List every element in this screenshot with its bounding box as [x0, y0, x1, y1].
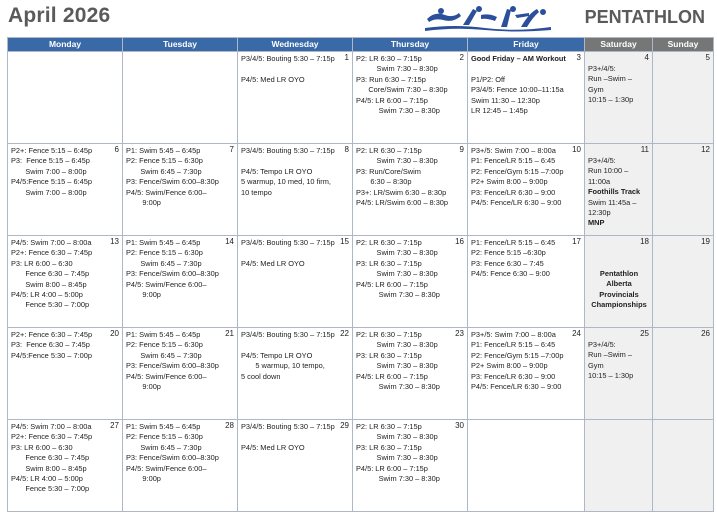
event-line: Foothills Track: [588, 187, 641, 197]
event-line: P1: Swim 5:45 – 6:45p: [126, 422, 201, 431]
event-line: Run –Swim –: [588, 350, 632, 360]
event-line: P3: Run/Core/Swim: [356, 166, 421, 176]
day-cell[interactable]: [468, 236, 585, 328]
day-number: 8: [344, 145, 349, 154]
event-line: P1: Swim 5:45 – 6:45p: [126, 330, 201, 339]
day-number: 29: [340, 421, 349, 430]
day-number: 18: [640, 237, 649, 246]
event-line: MNP: [588, 218, 605, 228]
event-line: [471, 64, 582, 74]
event-line: P4/5: Fence 6:30 – 9:00: [471, 269, 550, 279]
event-line: P3/4/5: Bouting 5:30 – 7:15p: [241, 330, 335, 339]
event-line: P3/4/5: Bouting 5:30 – 7:15p: [241, 238, 335, 247]
event-line: [241, 248, 350, 258]
event-line: Swim 7:30 – 8:30p: [356, 289, 440, 299]
event-line: Swim 7:30 – 8:30p: [356, 381, 440, 391]
event-line: Swim 7:30 – 8:30p: [356, 361, 438, 371]
event-line: Run –Swim –: [588, 74, 632, 84]
day-number: 20: [110, 329, 119, 338]
event-line: P3: Fence/Swim 6:00–8:30p: [126, 453, 219, 463]
event-line: P3: Run 6:30 – 7:15p: [356, 74, 426, 84]
event-line: P3/4/5: Fence 10:00–11:15a: [471, 85, 564, 95]
event-line: Gym: [588, 84, 604, 94]
day-cell[interactable]: [585, 52, 653, 144]
day-cell[interactable]: [238, 420, 353, 512]
day-cell[interactable]: [8, 236, 123, 328]
day-cell[interactable]: [353, 420, 468, 512]
day-number: 15: [340, 237, 349, 246]
event-line: P2: Fence/Gym 5:15 –7:00p: [471, 166, 564, 176]
event-line: P2: Fence 5:15 – 6:30p: [126, 248, 203, 258]
day-number: 19: [701, 237, 710, 246]
event-line: P4/5: LR/Swim 6:00 – 8:30p: [356, 197, 449, 207]
event-line: Good Friday – AM Workout: [471, 54, 566, 63]
event-line: [241, 340, 350, 350]
event-list: [585, 144, 652, 229]
event-line: Swim 6:45 – 7:30p: [126, 442, 202, 452]
event-line: [241, 156, 350, 166]
event-list: [123, 328, 237, 392]
event-line: P3+/5: Swim 7:00 – 8:00a: [471, 146, 556, 155]
weekday-wednesday: Wednesday: [238, 38, 353, 52]
event-line: 9:00p: [126, 289, 161, 299]
weekday-header: [8, 38, 714, 52]
event-list: [353, 328, 467, 392]
event-list: [238, 236, 352, 269]
day-number: 10: [572, 145, 581, 154]
week-row: [8, 420, 714, 512]
week-row: [8, 52, 714, 144]
event-line: Swim 7:30 – 8:30p: [356, 340, 438, 350]
event-line: Fence 5:30 – 7:00p: [11, 300, 90, 310]
event-line: P4/5: LR 4:00 – 5:00p: [11, 473, 83, 483]
event-line: Fence 6:30 – 7:45p: [11, 453, 90, 463]
event-line: P2: LR 6:30 – 7:15p: [356, 238, 422, 247]
day-number: 23: [455, 329, 464, 338]
event-line: Swim 7:30 – 8:30p: [356, 64, 438, 74]
event-line: 11:00a: [588, 176, 611, 186]
event-line: Swim 7:30 – 8:30p: [356, 453, 438, 463]
event-line: Swim 7:00 – 8:00p: [11, 166, 87, 176]
event-line: P3: LR 6:00 – 6:30: [11, 258, 73, 268]
day-number: 6: [114, 145, 119, 154]
event-line: [241, 432, 350, 442]
event-line: P3: Fence/LR 6:30 – 9:00: [471, 371, 556, 381]
event-line: P1: Fence/LR 5:15 – 6:45: [471, 340, 556, 350]
event-line: Swim 11:45a –: [588, 197, 637, 207]
event-line: P3: Fence/Swim 6:00–8:30p: [126, 177, 219, 187]
event-line: P2: Fence 5:15 – 6:30p: [126, 432, 203, 442]
event-line: P2: Fence/Gym 5:15 –7:00p: [471, 350, 564, 360]
event-line: P4/5: Swim/Fence 6:00–: [126, 371, 207, 381]
event-line: P4/5:Fence 5:15 – 6:45p: [11, 177, 92, 187]
event-line: P2+: Fence 6:30 – 7:45p: [11, 248, 93, 258]
day-cell[interactable]: [653, 52, 714, 144]
event-line: Provincials: [599, 289, 639, 299]
weekday-tuesday: Tuesday: [123, 38, 238, 52]
event-list: [353, 144, 467, 208]
day-cell[interactable]: [123, 144, 238, 236]
event-line: P3: LR 6:30 – 7:15p: [356, 258, 422, 268]
event-list: [585, 52, 652, 106]
event-line: P3: Fence 5:15 – 6:45p: [11, 156, 90, 166]
event-line: P4/5: Fence/LR 6:30 – 9:00: [471, 381, 562, 391]
day-cell[interactable]: [238, 236, 353, 328]
event-line: P1: Swim 5:45 – 6:45p: [126, 146, 201, 155]
day-cell[interactable]: [123, 328, 238, 420]
event-line: P1/P2: Off: [471, 74, 505, 84]
event-line: P3+/4/5:: [588, 340, 616, 349]
day-number: 25: [640, 329, 649, 338]
weekday-sunday: Sunday: [653, 38, 714, 52]
event-line: Pentathlon: [599, 268, 639, 278]
event-line: P3+/5: Swim 7:00 – 8:00a: [471, 330, 556, 339]
event-line: Fence 6:30 – 7:45p: [11, 269, 90, 279]
day-number: 22: [340, 329, 349, 338]
day-cell[interactable]: [8, 420, 123, 512]
week-row: [8, 328, 714, 420]
event-line: P4/5: Swim/Fence 6:00–: [126, 279, 207, 289]
weekday-friday: Friday: [468, 38, 585, 52]
day-number: 28: [225, 421, 234, 430]
day-cell[interactable]: [653, 236, 714, 328]
event-line: P2: Fence 5:15 –6:30p: [471, 248, 546, 258]
event-line: 10:15 – 1:30p: [588, 95, 634, 105]
week-row: [8, 144, 714, 236]
day-cell[interactable]: [353, 236, 468, 328]
event-line: P1: Fence/LR 5:15 – 6:45: [471, 238, 556, 247]
event-line: 5 warmup, 10 med, 10 firm,: [241, 177, 331, 187]
event-list: [238, 328, 352, 382]
event-line: LR 12:45 – 1:45p: [471, 105, 528, 115]
event-line: Swim 7:30 – 8:30p: [356, 432, 438, 442]
day-cell[interactable]: [238, 52, 353, 144]
day-cell[interactable]: [123, 420, 238, 512]
event-line: P2: Fence 5:15 – 6:30p: [126, 156, 203, 166]
event-list: [238, 144, 352, 198]
event-list: [468, 52, 584, 116]
event-line: P3: LR 6:30 – 7:15p: [356, 350, 422, 360]
event-line: Swim 11:30 – 12:30p: [471, 95, 540, 105]
day-cell[interactable]: [238, 328, 353, 420]
day-cell[interactable]: [353, 328, 468, 420]
event-list: [353, 420, 467, 484]
event-line: P3: Fence/LR 6:30 – 9:00: [471, 187, 556, 197]
event-line: P4/5: Swim/Fence 6:00–: [126, 187, 207, 197]
event-line: P4/5: Med LR OYO: [241, 258, 305, 268]
day-number: 1: [344, 53, 349, 62]
event-line: [241, 64, 350, 74]
day-cell[interactable]: [653, 420, 714, 512]
day-cell[interactable]: [8, 144, 123, 236]
weekday-monday: Monday: [8, 38, 123, 52]
day-cell[interactable]: [468, 52, 585, 144]
event-line: 10:15 – 1:30p: [588, 371, 634, 381]
event-line: P2: Fence 5:15 – 6:30p: [126, 340, 203, 350]
event-line: P3/4/5: Bouting 5:30 – 7:15p: [241, 54, 335, 63]
event-line: 12:30p: [588, 207, 611, 217]
day-cell[interactable]: [468, 144, 585, 236]
event-line: 5 warmup, 10 tempo,: [241, 361, 325, 371]
day-number: 3: [576, 53, 581, 62]
event-line: Swim 7:30 – 8:30p: [356, 248, 438, 258]
event-line: 10 tempo: [241, 187, 272, 197]
pentathlon-logo-icon: [425, 3, 553, 33]
event-line: P2: LR 6:30 – 7:15p: [356, 54, 422, 63]
day-cell[interactable]: [468, 420, 585, 512]
day-cell[interactable]: [653, 144, 714, 236]
event-line: 6:30 – 8:30p: [356, 177, 412, 187]
event-line: P1: Fence/LR 5:15 – 6:45: [471, 156, 556, 166]
day-number: 13: [110, 237, 119, 246]
day-number: 12: [701, 145, 710, 154]
event-line: P4/5: Tempo LR OYO: [241, 350, 313, 360]
event-list: [8, 328, 122, 361]
event-line: P4/5: Fence/LR 6:30 – 9:00: [471, 197, 562, 207]
event-line: P3: Fence/Swim 6:00–8:30p: [126, 269, 219, 279]
event-line: P3: Fence/Swim 6:00–8:30p: [126, 361, 219, 371]
event-line: P4/5: LR 6:00 – 7:15p: [356, 279, 428, 289]
week-row: [8, 236, 714, 328]
event-line: P2+ Swim 8:00 – 9:00p: [471, 177, 548, 187]
event-list: [8, 144, 122, 198]
event-line: 9:00p: [126, 197, 161, 207]
event-list: [8, 236, 122, 311]
day-cell[interactable]: [653, 328, 714, 420]
event-line: P4/5:Fence 5:30 – 7:00p: [11, 350, 92, 360]
event-line: P3/4/5: Bouting 5:30 – 7:15p: [241, 422, 335, 431]
event-line: 9:00p: [126, 473, 161, 483]
day-cell[interactable]: [123, 236, 238, 328]
event-line: P2+ Swim 8:00 – 9:00p: [471, 361, 548, 371]
event-line: Swim 7:30 – 8:30p: [356, 105, 440, 115]
event-line: P2+: Fence 6:30 – 7:45p: [11, 330, 93, 339]
calendar-grid: [7, 37, 714, 512]
day-cell[interactable]: [585, 236, 653, 328]
event-line: P4/5: LR 6:00 – 7:15p: [356, 463, 428, 473]
event-list: [238, 52, 352, 85]
day-cell[interactable]: [353, 144, 468, 236]
day-number: 30: [455, 421, 464, 430]
event-line: P3+/4/5:: [588, 64, 616, 73]
month-title: April 2026: [8, 4, 111, 27]
event-list: [468, 144, 584, 208]
event-list: [468, 236, 584, 280]
event-line: P4/5: LR 4:00 – 5:00p: [11, 289, 83, 299]
event-line: P2+: Fence 5:15 – 6:45p: [11, 146, 93, 155]
day-cell[interactable]: [585, 144, 653, 236]
day-number: 16: [455, 237, 464, 246]
event-line: Core/Swim 7:30 – 8:30p: [356, 85, 448, 95]
event-line: 9:00p: [126, 381, 161, 391]
event-list: [353, 52, 467, 116]
day-number: 17: [572, 237, 581, 246]
brand-title: PENTATHLON: [584, 7, 705, 27]
event-list: [123, 144, 237, 208]
day-number: 7: [229, 145, 234, 154]
event-line: P2: LR 6:30 – 7:15p: [356, 330, 422, 339]
day-number: 5: [705, 53, 710, 62]
weekday-saturday: Saturday: [585, 38, 653, 52]
day-cell[interactable]: [585, 420, 653, 512]
event-list: [238, 420, 352, 453]
event-list: [8, 420, 122, 495]
day-cell[interactable]: [8, 328, 123, 420]
day-cell[interactable]: [468, 328, 585, 420]
event-line: Alberta: [606, 279, 632, 289]
event-line: P3: Fence 6:30 – 7:45p: [11, 340, 90, 350]
day-number: 21: [225, 329, 234, 338]
event-line: P2: LR 6:30 – 7:15p: [356, 146, 422, 155]
day-cell[interactable]: [123, 52, 238, 144]
event-line: Fence 5:30 – 7:00p: [11, 484, 90, 494]
event-line: Swim 7:00 – 8:00p: [11, 187, 87, 197]
event-line: P4/5: Tempo LR OYO: [241, 166, 313, 176]
event-line: Swim 6:45 – 7:30p: [126, 350, 202, 360]
event-line: P4/5: Swim 7:00 – 8:00a: [11, 422, 92, 431]
day-cell[interactable]: [353, 52, 468, 144]
event-line: P4/5: LR 6:00 – 7:15p: [356, 371, 428, 381]
event-line: P4/5: Med LR OYO: [241, 74, 305, 84]
event-line: 5 cool down: [241, 371, 281, 381]
day-number: 4: [644, 53, 649, 62]
event-line: P4/5: LR 6:00 – 7:15p: [356, 95, 428, 105]
event-line: [588, 248, 650, 258]
event-line: Swim 7:30 – 8:30p: [356, 156, 438, 166]
event-line: P4/5: Swim 7:00 – 8:00a: [11, 238, 92, 247]
day-cell[interactable]: [8, 52, 123, 144]
event-line: P3+: LR/Swim 6:30 – 8:30p: [356, 187, 447, 197]
event-line: Swim 6:45 – 7:30p: [126, 258, 202, 268]
day-number: 24: [572, 329, 581, 338]
day-number: 26: [701, 329, 710, 338]
day-number: 27: [110, 421, 119, 430]
event-line: P4/5: Med LR OYO: [241, 442, 305, 452]
event-list: [123, 236, 237, 300]
event-line: P3/4/5: Bouting 5:30 – 7:15p: [241, 146, 335, 155]
event-line: Run 10:00 –: [588, 166, 629, 176]
day-number: 14: [225, 237, 234, 246]
day-number: 11: [640, 145, 649, 154]
event-line: Swim 8:00 – 8:45p: [11, 279, 87, 289]
event-line: P4/5: Swim/Fence 6:00–: [126, 463, 207, 473]
event-line: P2+: Fence 6:30 – 7:45p: [11, 432, 93, 442]
event-list: [353, 236, 467, 300]
day-number: 9: [459, 145, 464, 154]
event-line: Championships: [591, 299, 647, 309]
event-line: Swim 8:00 – 8:45p: [11, 463, 87, 473]
day-cell[interactable]: [585, 328, 653, 420]
event-line: Swim 7:30 – 8:30p: [356, 473, 440, 483]
event-line: Gym: [588, 360, 604, 370]
event-list: [468, 328, 584, 392]
day-number: 2: [459, 53, 464, 62]
event-line: P1: Swim 5:45 – 6:45p: [126, 238, 201, 247]
event-line: P3: LR 6:30 – 7:15p: [356, 442, 422, 452]
day-cell[interactable]: [238, 144, 353, 236]
event-line: Swim 7:30 – 8:30p: [356, 269, 438, 279]
event-list: [123, 420, 237, 484]
event-line: P3: Fence 6:30 – 7:45: [471, 258, 544, 268]
event-line: P2: LR 6:30 – 7:15p: [356, 422, 422, 431]
event-line: P3+/4/5:: [588, 156, 616, 165]
event-line: [588, 258, 650, 268]
event-line: P3: LR 6:00 – 6:30: [11, 442, 73, 452]
event-line: Swim 6:45 – 7:30p: [126, 166, 202, 176]
weekday-thursday: Thursday: [353, 38, 468, 52]
